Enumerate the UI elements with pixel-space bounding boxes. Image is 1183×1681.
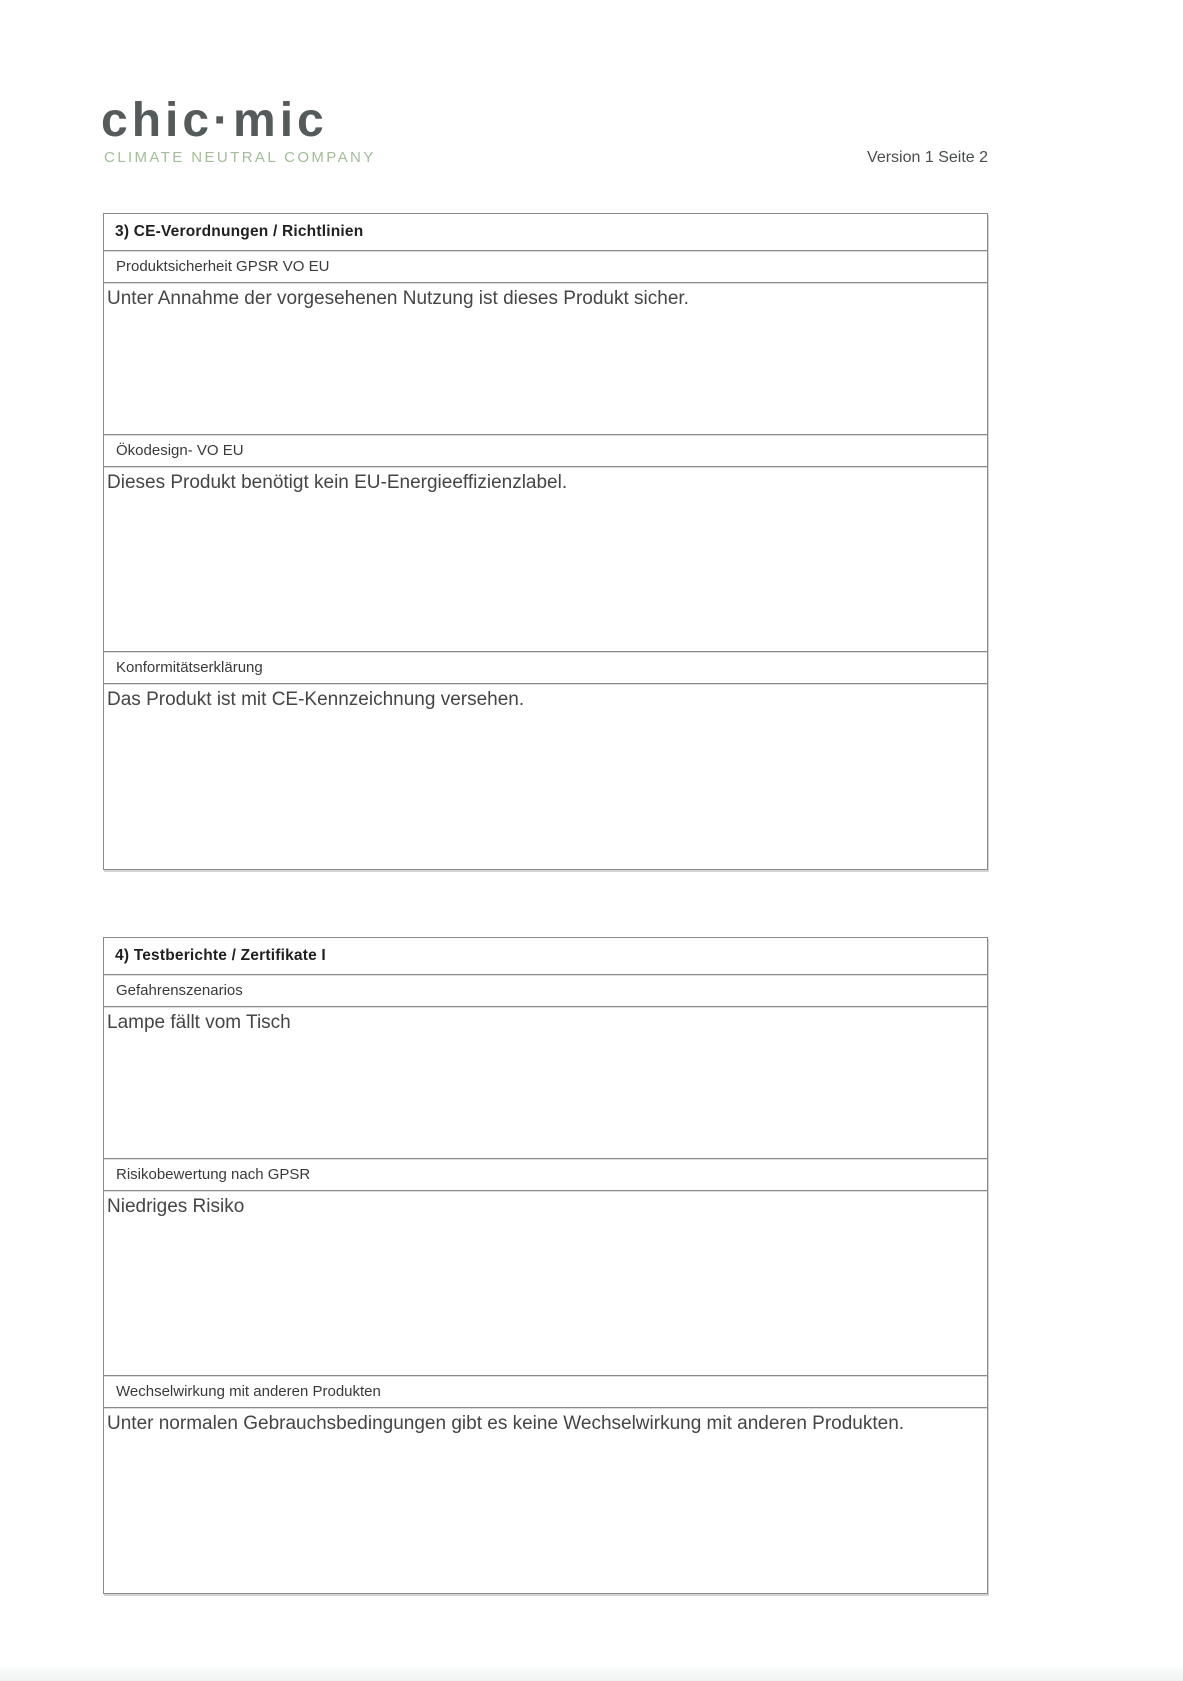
field-value: Niedriges Risiko (104, 1191, 987, 1376)
field-label: Produktsicherheit GPSR VO EU (104, 251, 987, 283)
company-logo: chic·mic (101, 94, 328, 147)
field-label: Risikobewertung nach GPSR (104, 1159, 987, 1191)
field-label: Wechselwirkung mit anderen Produkten (104, 1376, 987, 1408)
field-label: Konformitätserklärung (104, 652, 987, 684)
field-value: Das Produkt ist mit CE-Kennzeichnung versehen. (107, 689, 525, 710)
section-table-ce-verordnungen (103, 213, 988, 870)
field-value: Lampe fällt vom Tisch (104, 1007, 987, 1159)
page-version-label: Version 1 Seite 2 (867, 149, 988, 166)
field-value: Unter Annahme der vorgesehenen Nutzung ist dieses Produkt sicher. (104, 283, 987, 435)
field-label: Gefahrenszenarios (104, 975, 987, 1007)
field-value: Unter normalen Gebrauchsbedingungen gibt es keine Wechselwirkung mit anderen Produkten. (107, 1413, 905, 1434)
section-title: 4) Testberichte / Zertifikate I (104, 938, 987, 975)
page-bottom-band (0, 1667, 1183, 1681)
section-table-testberichte (103, 937, 988, 1594)
field-label: Ökodesign- VO EU (104, 435, 987, 467)
field-value: Dieses Produkt benötigt kein EU-Energieeffizienzlabel. (104, 467, 987, 652)
section-title: 3) CE-Verordnungen / Richtlinien (104, 214, 987, 251)
logo-tagline: CLIMATE NEUTRAL COMPANY (104, 149, 376, 166)
